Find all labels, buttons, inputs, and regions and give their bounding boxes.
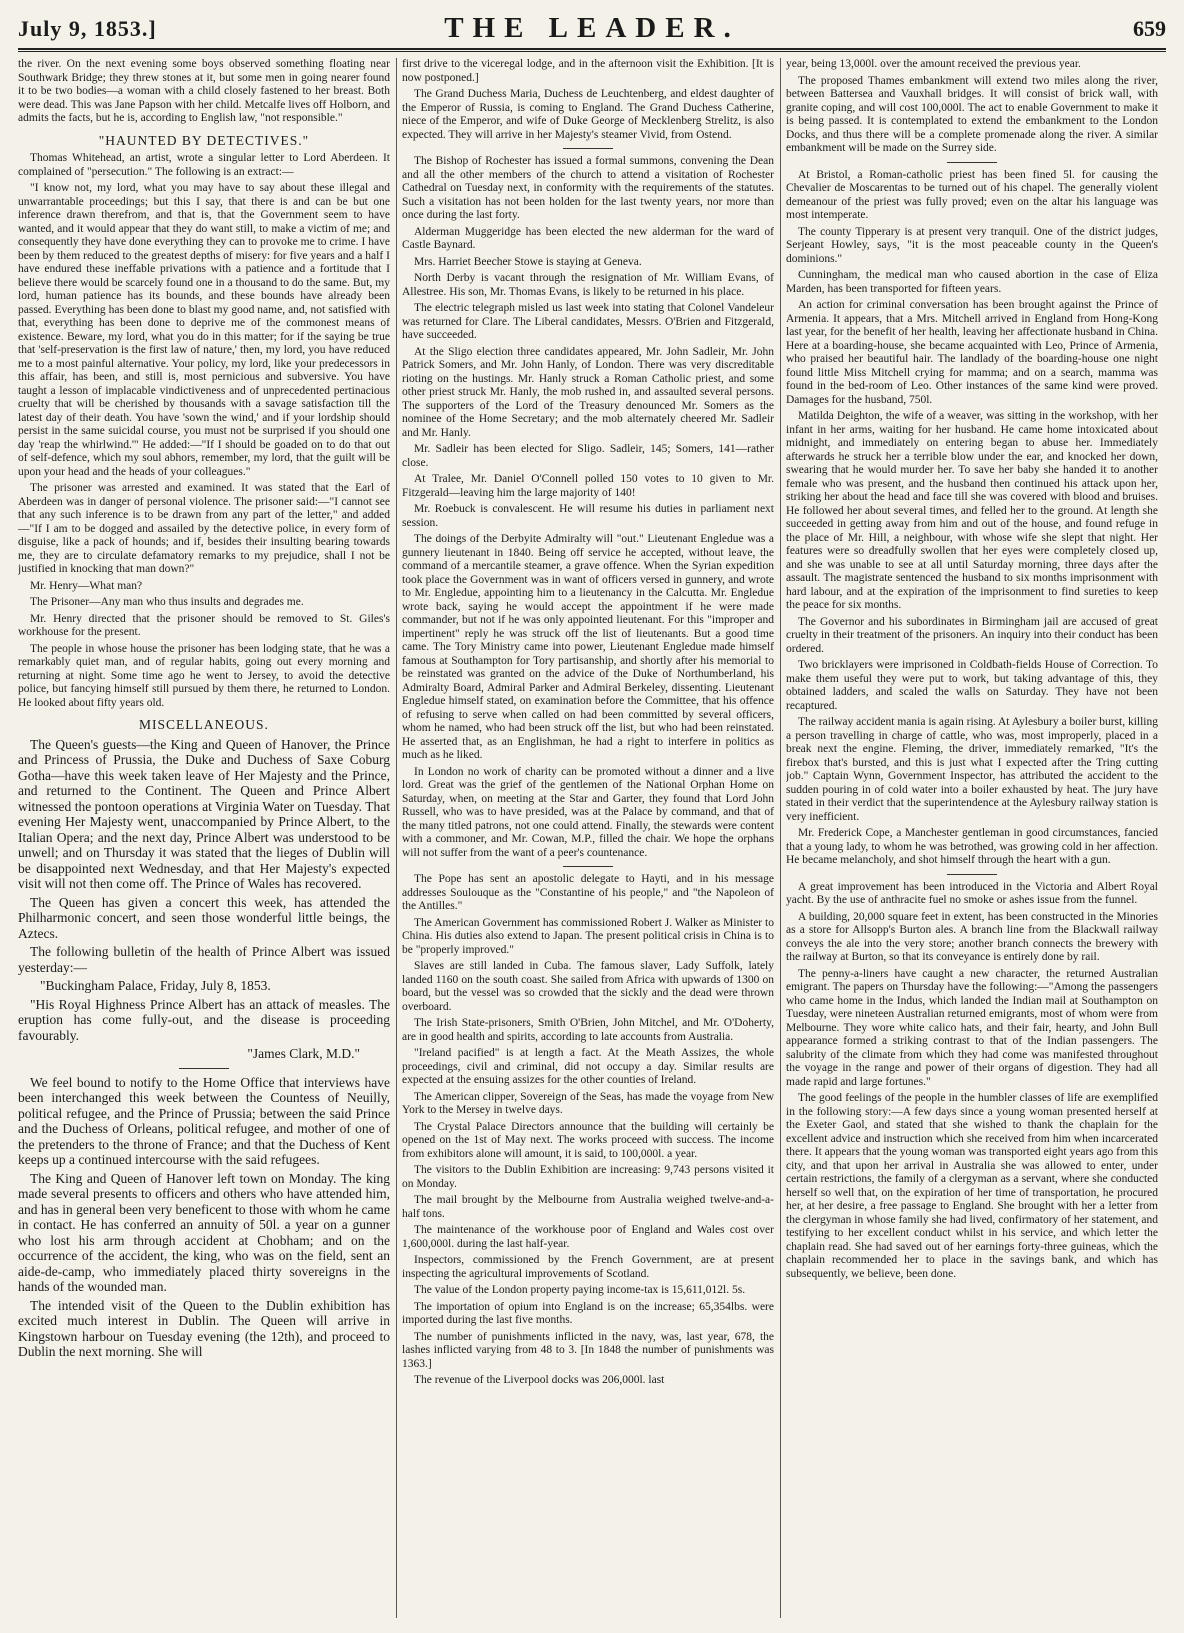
paragraph: year, being 13,000l. over the amount received the previous year. — [786, 58, 1081, 70]
paragraph: The revenue of the Liverpool docks was 206,000l. last — [414, 1374, 665, 1386]
paragraph: At Bristol, a Roman-catholic priest has been fined 5l. for causing the Chevalier de Moscarentas to be turned out of his chapel. The generally violent demeanour of the priest was fully proved; even on the altar his language was most intemperate. — [786, 168, 1158, 221]
header-rule — [18, 48, 1166, 50]
paragraph: Cunningham, the medical man who caused abortion in the case of Eliza Marden, has been transported for fifteen years. — [786, 269, 1158, 295]
paragraph: "I know not, my lord, what you may have to say about these illegal and unwarrantable proceedings; but this I say, that there is and can be but one inference drawn therefrom, and that is, that the Government seem to have wanted, and it would appear that they do want still, to make a victim of me; and consequently they have done everything they can to provoke me to crime. I have been by them reduced to the greatest depths of misery: for five years and a half I have endured these ineffable privations with a patience and a fortitude that I believe there would be scarcely found one in a thousand to do the same. But, my lord, human patience has its bounds, and these bounds have already been passed. Everything has been done to blast my good name, and, not satisfied with that, everything has been done to deprive me of the commonest means of existence. Beware, my lord, what you do in this matter; for if the saying be true that 'self-preservation is the first law of nature,' then, my lord, you have reduced me to a most painful alternative. Your policy, my lord, like your predecessors in this affair, has been, and still is, most pernicious and subversive. You have taught a lesson of implacable vindictiveness and of unprecedented pertinacious cruelty that will be cherished by thousands with a savage satisfaction till the latest day of their death. You have 'sown the wind,' and if your lordship should persist in the same suicidal course, you must not be surprised if you should one day 'reap the whirlwind.'" He added:—"If I should be goaded on to do that out of self-defence, which my soul abhors, remember, my lord, that the guilt will be upon your head and the heads of your colleagues." — [18, 182, 390, 478]
paragraph: The electric telegraph misled us last week into stating that Colonel Vandeleur was returned for Clare. The Liberal candidates, Messrs. O'Brien and Fitzgerald, have succeeded. — [402, 302, 774, 341]
separator — [947, 162, 997, 163]
paragraph: The American Government has commissioned Robert J. Walker as Minister to China. His duties also extend to Japan. The present political crisis in China is to be "properly improved." — [402, 916, 774, 956]
column-3 — [786, 58, 1158, 1618]
paragraph: The value of the London property paying income-tax is 15,611,012l. 5s. — [414, 1284, 746, 1296]
page-number: 659 — [1133, 16, 1166, 41]
paragraph: We feel bound to notify to the Home Office that interviews have been interchanged this week between the Countess of Neuilly, political refugee, and the Prince of Prussia; between the said Prince and the Duchess of Orleans, political refugee, and mother of one of the pretenders to the throne of France; and that the Duchess of Kent keeps up a continued intercourse with the said refugees. — [18, 1074, 390, 1167]
bulletin-text: "His Royal Highness Prince Albert has an attack of measles. The eruption has come fully-out, and the disease is proceeding favourably. — [18, 996, 390, 1043]
separator — [563, 148, 613, 149]
paragraph: The following bulletin of the health of Prince Albert was issued yesterday:— — [18, 944, 390, 975]
header-rule-thin — [18, 51, 1166, 52]
paragraph: The good feelings of the people in the humbler classes of life are exemplified in the following story:—A few days since a young woman presented herself at the Exeter Gaol, and stated that she wished to thank the chaplain for the excellent advice and instruction which she received from him when incarcerated there. It appears that the young woman was transported eight years ago from this city, and that upon her arrival in Australia she was allowed to enter, under certain restrictions, the family of a clergyman as a servant, where she conducted herself so well that, on the expiration of her time of transportation, he procured her, at her desire, a free passage to England. She brought with her a letter from the clergyman in whose family she had lived, confirmatory of her statement, and testifying to her excellent conduct whilst in his service, and which letter the chaplain read. She had saved out of her earnings forty-three guineas, which the chaplain recommended her to place in the savings bank, and which has subsequently, we believe, been done. — [786, 1092, 1158, 1280]
page-header — [18, 8, 1166, 50]
paragraph: A great improvement has been introduced in the Victoria and Albert Royal yacht. By the use of anthracite fuel no smoke or ashes issue from the funnel. — [786, 880, 1158, 906]
paragraph: The railway accident mania is again rising. At Aylesbury a boiler burst, killing a person travelling in charge of cattle, who was, most improperly, placed in a break next the engine. Fleming, the driver, immediately remarked, "It's the firebox that's bursted, and this is just what I expected after the Tring cutting job." Captain Wynn, Government Inspector, has attributed the accident to the sudden pouring in of cold water into a boiler exhausted by heat. The jury have stated in their verdict that the superintendence at the Aylesbury railway station is very inefficient. — [786, 716, 1158, 823]
bulletin-dateline: "Buckingham Palace, Friday, July 8, 1853. — [40, 978, 271, 993]
paragraph: Inspectors, commissioned by the French Government, are at present inspecting the agricultural improvements of Scotland. — [402, 1254, 774, 1280]
column-divider — [396, 58, 397, 1618]
paragraph: The American clipper, Sovereign of the Seas, has made the voyage from New York to the Mersey in twelve days. — [402, 1090, 774, 1116]
paragraph: Mrs. Harriet Beecher Stowe is staying at Geneva. — [414, 255, 642, 268]
paragraph: the river. On the next evening some boys observed something floating near Southwark Bridge; they threw stones at it, but some men in going nearer found it to be two bodies—a woman with a child closely fastened to her breast. Both were dead. This was Jane Papson with her child. Metcalfe lives off Holborn, and admits the facts, but he is, according to English law, "not responsible." — [18, 58, 390, 124]
paragraph: North Derby is vacant through the resignation of Mr. William Evans, of Allestree. His son, Mr. Thomas Evans, is likely to be returned in his place. — [402, 272, 774, 298]
newspaper-title: THE LEADER. — [444, 12, 740, 44]
paragraph: The Grand Duchess Maria, Duchess de Leuchtenberg, and eldest daughter of the Emperor of Russia, is coming to England. The Grand Duchess Catherine, niece of the Emperor, and wife of Duke George of Mecklenberg Strelitz, is also expected. They will arrive in her Majesty's steamer Vivid, from Ostend. — [402, 88, 774, 141]
paragraph: The importation of opium into England is on the increase; 65,354lbs. were imported during the last five months. — [402, 1300, 774, 1326]
separator — [563, 866, 613, 867]
separator — [947, 874, 997, 875]
paragraph: A building, 20,000 square feet in extent, has been constructed in the Minories as a store for Allsopp's Burton ales. A branch line from the Blackwall railway conveys the ale into the very store; another branch connects the brewery with the railway at Burton, so that its conveyance is entirely done by rail. — [786, 910, 1158, 963]
paragraph: The Bishop of Rochester has issued a formal summons, convening the Dean and all the other members of the church to attend a visitation of Rochester Cathedral on Tuesday next, in conformity with the requirements of the statutes. Such a visitation has not been holden for the last twenty years, nor more than once during the last forty. — [402, 155, 774, 221]
miscellaneous-section — [18, 737, 390, 1360]
paragraph: The people in whose house the prisoner has been lodging state, that he was a remarkably quiet man, and of regular habits, going out every morning and returning at night. Some time ago he went to Jersey, to avoid the detective police, but fancying himself still pursued by them there, he returned to London. He looked about fifty years old. — [18, 642, 390, 709]
paragraph: The number of punishments inflicted in the navy, was, last year, 678, the lashes inflicted varying from 48 to 3. [In 1848 the number of punishments was 1363.] — [402, 1330, 774, 1370]
paragraph: Mr. Roebuck is convalescent. He will resume his duties in parliament next session. — [402, 503, 774, 529]
paragraph: The Queen has given a concert this week, has attended the Philharmonic concert, and seen those wonderful little beings, the Aztecs. — [18, 894, 390, 941]
paragraph: "Ireland pacified" is at length a fact. At the Meath Assizes, the whole proceedings, civil and criminal, did not occupy a day. Similar results are expected at the ensuing assizes for the other counties of Ireland. — [402, 1047, 774, 1086]
paragraph: At Tralee, Mr. Daniel O'Connell polled 150 votes to 10 given to Mr. Fitzgerald—leaving him the large majority of 140! — [402, 473, 774, 499]
paragraph: The intended visit of the Queen to the Dublin exhibition has excited much interest in Dublin. The Queen will arrive in Kingstown harbour on Tuesday evening (the 12th), and proceed to Dublin the next morning. She will — [18, 1297, 390, 1359]
paragraph: The Irish State-prisoners, Smith O'Brien, John Mitchel, and Mr. O'Doherty, are in good health and spirits, according to late accounts from Australia. — [402, 1017, 774, 1043]
separator — [179, 1068, 229, 1069]
section-heading: MISCELLANEOUS. — [139, 717, 269, 732]
paragraph: The Queen's guests—the King and Queen of Hanover, the Prince and Princess of Prussia, the Duke and Duchess of Saxe Coburg Gotha—have this week taken leave of Her Majesty and the Prince, and returned to the Continent. The Queen and Prince Albert witnessed the pontoon operations at Virginia Water on Tuesday. That evening Her Majesty went, unaccompanied by Prince Albert, to the Italian Opera; and the next day, Prince Albert was understood to be unwell; and on Thursday it was stated that the lieges of Dublin will be disappointed next Wednesday, and that Her Majesty's expected visit will not then come off. The Prince of Wales has recovered. — [18, 736, 390, 891]
issue-date: July 9, 1853.] — [18, 16, 157, 41]
paragraph: Mr. Henry directed that the prisoner should be removed to St. Giles's workhouse for the present. — [18, 612, 390, 638]
paragraph: At the Sligo election three candidates appeared, Mr. John Sadleir, Mr. John Patrick Somers, and Mr. John Hanly, of London. There was very discreditable rioting on the hustings. Mr. Hanly struck a Roman Catholic priest, and some other priest struck Mr. Hanly, the mob rushed in, and assaulted several persons. The supporters of the Lord of the Treasury denounced Mr. Somers as the nominee of the Home Secretary; and the mob alternately cheered Mr. Sadleir and Mr. Hanly. — [402, 345, 774, 439]
paragraph: Slaves are still landed in Cuba. The famous slaver, Lady Suffolk, lately landed 1160 on the south coast. She sailed from Africa with upwards of 1300 on board, but the vessel was so crowded that the sickly and the dead were thrown overboard. — [402, 960, 774, 1013]
paragraph: The prisoner was arrested and examined. It was stated that the Earl of Aberdeen was in danger of personal violence. The prisoner said:—"I cannot see that any such inference is to be drawn from any part of the letter," and added—"If I am to be dogged and assailed by the detective police, in every form of disguise, like a pack of hounds; and if, besides their insulting bearing towards me, they are to circulate defamatory remarks to my prejudice, shall I not be justified in knocking that man down?" — [18, 482, 390, 575]
paragraph: The penny-a-liners have caught a new character, the returned Australian emigrant. The papers on Thursday have the following:—"Among the passengers who came home in the Indus, which landed the Indian mail at Southampton on Tuesday, were nineteen Australian returned emigrants, most of whom were from Melbourne. They wore white calico hats, and their fair, hearty, and John Bull appearance formed a striking contrast to that of the Indian passengers. The salubrity of the climate from which they had come was manifested throughout the voyage in the range and power of their organs of digestion. They had all made rapid and large fortunes." — [786, 967, 1158, 1088]
paragraph: The proposed Thames embankment will extend two miles along the river, between Battersea and Vauxhall bridges. It will consist of brick wall, with granite coping, and will cost 100,000l. The act to enable Government to make it is being passed. It is contemplated to extend the embankment to the London Docks, and thus there will be a complete promenade along the river. A similar embankment will be made on the Surrey side. — [786, 74, 1158, 154]
paragraph: first drive to the viceregal lodge, and in the afternoon visit the Exhibition. [It is now postponed.] — [402, 58, 774, 84]
paragraph: The Pope has sent an apostolic delegate to Hayti, and in his message addresses Soulouque as the "Constantine of his people," and "the Napoleon of the Antilles." — [402, 873, 774, 912]
section-heading: "HAUNTED BY DETECTIVES." — [98, 132, 310, 148]
bulletin-signature: "James Clark, M.D." — [247, 1046, 360, 1061]
paragraph: Matilda Deighton, the wife of a weaver, was sitting in the workshop, with her infant in her arms, waiting for her husband. He came home intoxicated about midnight, and immediately on entering began to abuse her. Immediately afterwards he struck her a terrible blow under the ear, and knocked her down, swearing that he would murder her. To save her baby she handed it to another female who was present, and the husband then continued his attack upon her, striking her about the head and face till she was covered with blood and bruises. He followed her about several times, and felled her to the ground. At length she succeeded in getting away from him and out of the house, and found refuge in the place of Mr. Hill, a neighbour, with whose wife she slept that night. Her features were so dreadfully swollen that her eyes were completely closed up, and she was unable to see at all until Saturday morning, three days after the assault. The magistrate sentenced the husband to six months imprisonment with hard labour, and at the expiration of the imprisonment to find sureties to keep the peace for six months. — [786, 410, 1158, 611]
paragraph: The Governor and his subordinates in Birmingham jail are accused of great cruelty in their treatment of the prisoners. An inquiry into their conduct has been ordered. — [786, 615, 1158, 655]
paragraph: The mail brought by the Melbourne from Australia weighed twelve-and-a-half tons. — [402, 1194, 774, 1220]
paragraph: The Crystal Palace Directors announce that the building will certainly be opened on the 1st of May next. The works proceed with success. The income from exhibitors alone will amount, it is said, to 100,000l. a year. — [402, 1120, 774, 1160]
paragraph: Mr. Frederick Cope, a Manchester gentleman in good circumstances, fancied that a young lady, to whom he was betrothed, was growing cold in her affection. He became melancholy, and shot himself through the heart with a gun. — [786, 827, 1158, 866]
paragraph: The King and Queen of Hanover left town on Monday. The king made several presents to officers and others who have attended him, and has in general been very beneficent to those with whom he came in contact. He has conferred an annuity of 50l. a year on a gunner who lost his arm through accident at Chobham; and on the occurrence of the accident, the king, who was on the field, sent an aide-de-camp, who immediately placed thirty sovereigns in the hands of the wounded man. — [18, 1170, 390, 1294]
column-2 — [402, 58, 774, 1618]
paragraph: An action for criminal conversation has been brought against the Prince of Armenia. It appears, that a Mrs. Mitchell arrived in England from Hong-Kong last year, for the benefit of her health, leaving her affectionate husband in China. Here at a boarding-house, she became acquainted with Leo, Prince of Armenia, who praised her beautiful hair. The landlady of the boarding-house one night found little Miss Mitchell crying for mamma; and on a search, mamma was found in the bed-room of Leo. Other instances of the same kind were proved. Damages for the husband, 750l. — [786, 299, 1158, 406]
paragraph: Mr. Sadleir has been elected for Sligo. Sadleir, 145; Somers, 141—rather close. — [402, 443, 774, 469]
column-divider — [780, 58, 781, 1618]
paragraph: Thomas Whitehead, an artist, wrote a singular letter to Lord Aberdeen. It complained of "persecution." The following is an extract:— — [18, 152, 390, 178]
paragraph: The doings of the Derbyite Admiralty will "out." Lieutenant Engledue was a gunnery lieutenant in 1840. Being off service he accepted, without leave, the command of a mercantile steamer, a grave offence. When the Syrian expedition took place the Government was in want of officers versed in gunnery, and wrote to Mr. Engledue, appointing him to a lieutenancy in the Calcutta. Mr. Engledue wrote back, saying he would accept the appointment if he were made commander, but not if he was only appointed lieutenant. For this "improper and impertinent" reply he was struck off the list of lieutenants. But a good time came. The Tory Ministry came into power, Lieutenant Engledue made himself famous at Southampton for Tory partisanship, and shortly after his memorial to be reinstated was granted on the advice of the Duke of Northumberland, his Admiralty Board, Admiral Parker and Admiral Berkeley, dissenting. Lieutenant Engledue himself stated, on examination before the Committee, that his offence of refusing to serve when called on had been committed by several officers, whom he named, who had been struck off the list, but who had been reinstated. He asserted that, as an Englishman, he had a right to interfere in politics as much as he liked. — [402, 533, 774, 761]
paragraph: Alderman Muggeridge has been elected the new alderman for the ward of Castle Baynard. — [402, 225, 774, 251]
paragraph: Two bricklayers were imprisoned in Coldbath-fields House of Correction. To make them useful they were put to work, but taking advantage of this, they obtained ladders, and scaled the walls on Saturday. They have not been recaptured. — [786, 659, 1158, 712]
paragraph: The county Tipperary is at present very tranquil. One of the district judges, Serjeant Howley, says, "it is the most peaceable county in the Queen's dominions." — [786, 225, 1158, 265]
paragraph: The Prisoner—Any man who thus insults and degrades me. — [30, 596, 304, 608]
paragraph: Mr. Henry—What man? — [30, 579, 143, 592]
paragraph: The maintenance of the workhouse poor of England and Wales cost over 1,600,000l. during the last half-year. — [402, 1224, 774, 1250]
column-1 — [18, 58, 390, 1618]
paragraph: In London no work of charity can be promoted without a dinner and a live lord. Great was the grief of the gentlemen of the National Orphan Home on Saturday, when, on meeting at the Star and Garter, they found that Lord John Russell, who was to have presided, was at the Palace by command, and that of the many titled patrons, not one could attend. Finally, the stewards were content with a commoner, and Mr. Cowan, M.P., filled the chair. We hope the orphans will not suffer from the want of a peer's countenance. — [402, 765, 774, 859]
paragraph: The visitors to the Dublin Exhibition are increasing: 9,743 persons visited it on Monday. — [402, 1164, 774, 1190]
